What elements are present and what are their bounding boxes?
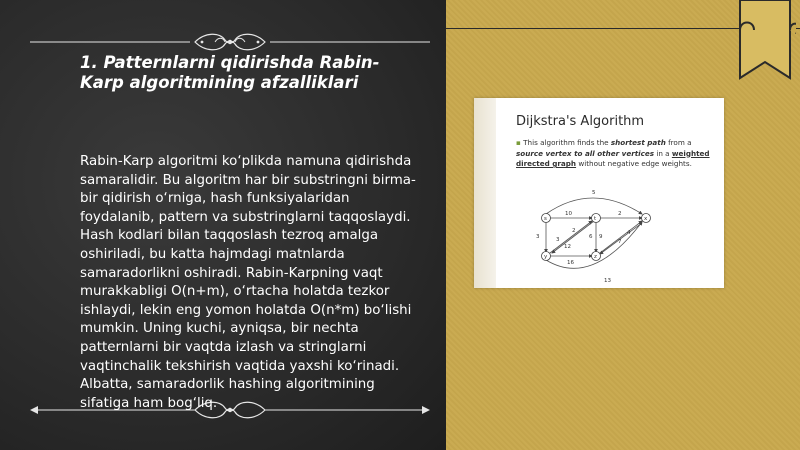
bookmark-ribbon-icon: [734, 0, 796, 100]
svg-text:12: 12: [564, 244, 571, 250]
slide-title: 1. Patternlarni qidirishda Rabin-Karp algoritmining afzalliklari: [80, 53, 380, 92]
svg-text:z: z: [594, 254, 597, 260]
weighted-graph: [532, 186, 682, 286]
svg-text:13: 13: [604, 278, 611, 284]
svg-text:4: 4: [627, 230, 631, 236]
bullet-icon: ▪: [516, 138, 524, 147]
slide-body-text: Rabin-Karp algoritmi ko‘plikda namuna qidirishda samaralidir. Bu algoritm har bir substringni birma-bir qidirish o‘rniga, hash funksiyalaridan foydalanib, pattern va substringlarni taqqoslaydi. Hash kodlari bilan taqqoslash tezroq amalga oshiriladi, bu katta hajmdagi matnlarda samaradorlikni oshiradi. Rabin-Karpning vaqt murakkabligi O(n+m), o‘rtacha holatda tezkor ishlaydi, lekin eng yomon holatda O(n*m) bo‘lishi mumkin. Uning kuchi, ayniqsa, bir nechta patternlarni bir vaqtda izlash va stringlarni vaqtinchalik tekshirish vaqtida yaxshi ko‘rinadi. Albatta, samaradorlik hashing algoritmining sifatiga ham bog‘liq.: [80, 154, 416, 411]
svg-text:10: 10: [565, 211, 572, 217]
svg-text:16: 16: [567, 260, 574, 266]
svg-text:2: 2: [618, 211, 622, 217]
svg-text:3: 3: [536, 234, 540, 240]
svg-text:t: t: [594, 216, 597, 222]
svg-text:y: y: [544, 254, 548, 260]
image-title: Dijkstra's Algorithm: [516, 114, 645, 129]
svg-text:9: 9: [599, 234, 603, 240]
image-description: ▪ This algorithm finds the shortest path from a source vertex to all other vertices in a weighted directed graph without negative edge weights.: [516, 138, 710, 168]
svg-text:6: 6: [589, 234, 593, 240]
svg-text:5: 5: [592, 190, 596, 196]
svg-text:x: x: [644, 216, 648, 222]
dijkstra-slide-image: [474, 98, 724, 288]
svg-text:2: 2: [572, 228, 576, 234]
svg-text:3: 3: [556, 237, 560, 243]
image-side-bar: [474, 98, 496, 288]
svg-text:s: s: [544, 216, 547, 222]
svg-text:7: 7: [618, 239, 622, 245]
